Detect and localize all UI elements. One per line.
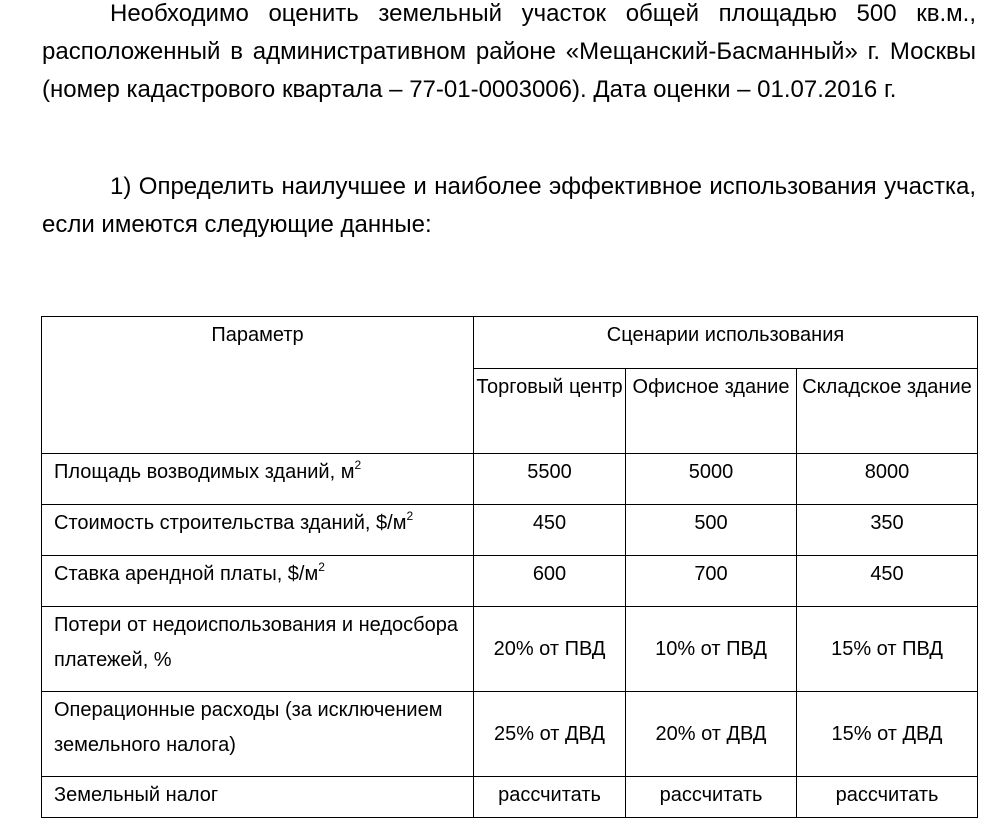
value: 450 [870,563,904,585]
value: 5000 [688,461,734,483]
table-row [42,556,978,607]
value: 500 [694,512,728,534]
value-cell [626,505,797,556]
value: 8000 [864,461,910,483]
row-label-sup: 2 [318,560,325,574]
table-row [42,607,978,692]
value: 25% от ДВД [494,722,605,745]
scenario-name-cell [474,369,626,454]
value-cell [797,505,978,556]
intro-paragraph: Необходимо оценить земельный участок общей площадью 500 кв.м., расположенный в административном районе «Мещанский-Басманный» г. Москвы (номер кадастрового квартала – 77-01-0003006). Дата оценки – 01.07.2016 г. [42,0,976,103]
row-label-sup: 2 [354,458,362,472]
value: 5500 [527,461,572,483]
value-cell [474,692,626,777]
value-cell [626,556,797,607]
table-row [42,505,978,556]
value: 20% от ДВД [655,722,767,745]
row-label-cell [42,777,474,818]
task-paragraph: 1) Определить наилучшее и наиболее эффективное использования участка, если имеются следующие данные: [42,173,976,238]
value-cell [626,454,797,505]
row-label: Стоимость строительства зданий, $/м [54,512,407,534]
scenario-table [41,316,978,818]
value-cell [626,777,797,818]
value: 10% от ПВД [655,637,767,660]
row-label-cell [42,692,474,777]
row-label-sup: 2 [406,509,414,523]
table-row [42,777,978,818]
row-label: Земельный налог [54,784,219,806]
value: рассчитать [659,784,763,806]
value-cell [797,607,978,692]
value-cell [474,505,626,556]
table-row [42,454,978,505]
value-cell [797,692,978,777]
table-row [42,692,978,777]
value: рассчитать [498,784,601,806]
value-cell [474,777,626,818]
param-header: Параметр [211,324,304,346]
value: рассчитать [835,784,939,806]
value-cell [474,454,626,505]
row-label: Площадь возводимых зданий, м [54,461,355,483]
value-cell [797,454,978,505]
row-label-cell [42,607,474,692]
row-label: Потери от недоиспользования и недосбора платежей, % [54,614,458,671]
value: 20% от ПВД [493,637,606,660]
value-cell [626,607,797,692]
value: 450 [532,512,567,534]
row-label-cell [42,454,474,505]
value-cell [797,556,978,607]
value-cell [474,607,626,692]
row-label: Ставка арендной платы, $/м [54,563,319,585]
value: 700 [694,563,728,585]
scenario-name-cell [626,369,797,454]
row-label: Операционные расходы (за исключением земельного налога) [54,699,443,756]
value-cell [474,556,626,607]
param-header-cell [42,317,474,454]
scenario-name-retail: Торговый центр [476,376,623,398]
value-cell [797,777,978,818]
value: 600 [532,563,567,585]
row-label-cell [42,505,474,556]
table-header-row [42,317,978,369]
row-label-cell [42,556,474,607]
scenarios-header-cell [474,317,978,369]
value: 15% от ПВД [831,637,943,660]
value-cell [626,692,797,777]
value: 15% от ДВД [831,722,943,745]
value: 350 [870,512,904,534]
scenario-name-cell [797,369,978,454]
scenarios-header: Сценарии использования [606,324,845,346]
scenario-name-office: Офисное здание [632,376,790,398]
scenario-name-warehouse: Складское здание [802,376,972,398]
